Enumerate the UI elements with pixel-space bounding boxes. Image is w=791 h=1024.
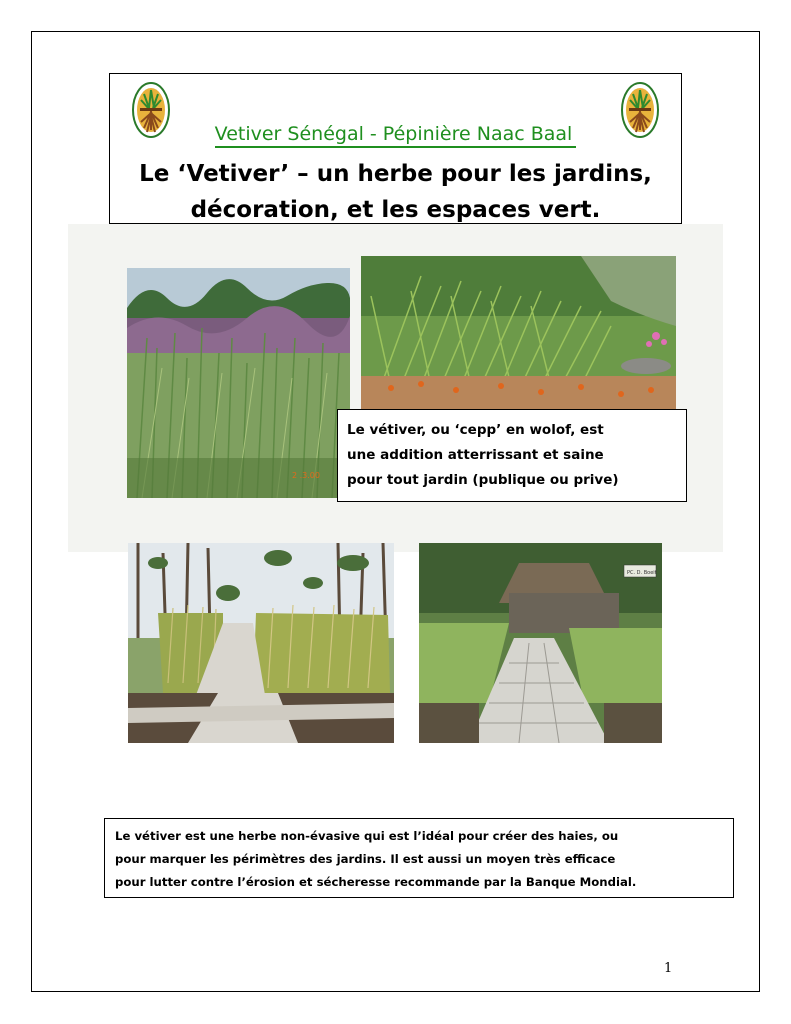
description-line-2: pour marquer les périmètres des jardins. Il est aussi un moyen très efficace — [115, 852, 616, 866]
header-box — [109, 73, 682, 224]
org-name: Vetiver Sénégal - Pépinière Naac Baal — [110, 123, 681, 145]
title-line-1: Le ‘Vetiver’ – un herbe pour les jardins, — [139, 161, 652, 187]
description-box — [104, 818, 734, 898]
caption-line-1: Le vétiver, ou ‘cepp’ en wolof, est — [347, 422, 604, 438]
page-number: 1 — [664, 961, 673, 976]
garden-border-photo — [361, 256, 676, 410]
vetiver-clump-photo — [127, 268, 350, 498]
description-line-1: Le vétiver est une herbe non-évasive qui est l’idéal pour créer des haies, ou — [115, 829, 619, 843]
page-title — [110, 156, 681, 228]
photo-caption-box — [337, 409, 687, 502]
caption-line-3: pour tout jardin (publique ou prive) — [347, 472, 619, 488]
caption-line-2: une addition atterrissant et saine — [347, 447, 604, 463]
garden-sign: PC. D. Boeit — [627, 570, 657, 576]
hedge-walkway-photo — [128, 543, 394, 743]
garden-path-photo — [419, 543, 662, 743]
title-line-2: décoration, et les espaces vert. — [190, 197, 601, 223]
description-line-3: pour lutter contre l’érosion et sécheresse recommande par la Banque Mondial. — [115, 875, 637, 889]
photo-stamp: 2 .3.00 — [292, 471, 320, 480]
